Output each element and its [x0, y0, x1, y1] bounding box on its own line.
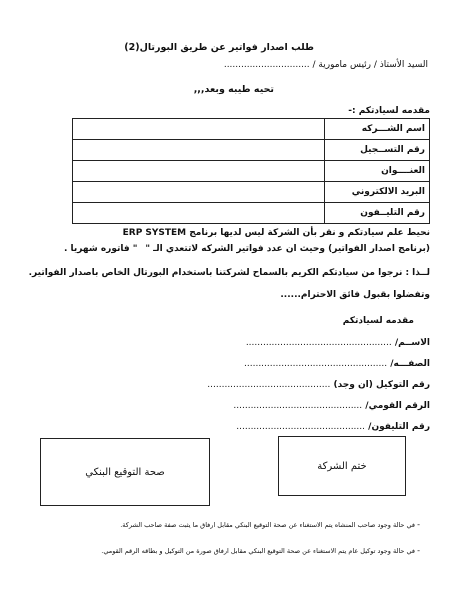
- table-row: [73, 161, 430, 182]
- applicant-field[interactable]: الرقم القومي/ .............................................: [233, 401, 430, 411]
- field-value-cell[interactable]: [73, 140, 325, 161]
- field-value-cell[interactable]: [73, 203, 325, 224]
- applicant-field[interactable]: رقم التوكيل (ان وجد) ...........................................: [207, 380, 430, 390]
- field-label: العنــــوان: [325, 161, 430, 182]
- field-value-cell[interactable]: [73, 119, 325, 140]
- table-row: [73, 203, 430, 224]
- paragraph-invoice-count: (برنامج اصدار الفواتير) وحيث ان عدد فواتير الشركه لاتتعدي الـ ": [145, 244, 430, 254]
- note-text: في حالة وجود توكيل عام يتم الاستغناء عن صحة التوقيع البنكي مقابل ارفاق صورة من التوكيل و بطاقه الرقم القومي.: [101, 547, 416, 555]
- note-item: [101, 546, 420, 555]
- company-stamp-box: [278, 436, 406, 496]
- note-text: في حالة وجود صاحب المنشاه يتم الاستغناء عن صحة التوقيع البنكي مقابل ارفاق ما يثبت صفة صاحب الشركة.: [120, 521, 416, 529]
- paragraph-request: لــذا : نرجوا من سيادتكم الكريم بالسماح لشركتنا باستخدام البورتال الخاص باصدار الفواتير.: [28, 268, 430, 278]
- paragraph-closing: وتفضلوا بقبول فائق الاحترام......: [280, 290, 430, 300]
- field-value-cell[interactable]: [73, 161, 325, 182]
- applicant-intro: مقدمه لسيادتكم: [342, 316, 414, 326]
- field-label: الاســم/: [394, 338, 430, 348]
- company-info-table: [72, 118, 430, 224]
- field-label: رقم التســجيل: [325, 140, 430, 161]
- field-label: البريد الالكتروني: [325, 182, 430, 203]
- table-row: [73, 140, 430, 161]
- table-row: [73, 119, 430, 140]
- field-label: رقم التليفون/: [368, 422, 430, 432]
- greeting: تحيه طيبه وبعد,,,: [193, 84, 274, 95]
- intro-heading: مقدمه لسيادتكم :-: [348, 106, 430, 116]
- field-value-cell[interactable]: [73, 182, 325, 203]
- note-item: [120, 520, 420, 529]
- company-stamp-label: ختم الشركة: [317, 460, 367, 472]
- field-label: رقم التليــفون: [325, 203, 430, 224]
- field-label: الرقم القومي/: [365, 401, 430, 411]
- addressee-line: السيد الأستاذ / رئيس مامورية / ..............................: [223, 60, 428, 70]
- bullet-icon: -: [417, 520, 420, 529]
- bullet-icon: -: [417, 546, 420, 555]
- document-title: طلب اصدار فواتير عن طريق البورتال(2): [124, 42, 314, 53]
- bank-signature-label: صحة التوقيع البنكي: [85, 466, 165, 478]
- applicant-field[interactable]: الاســم/ ...................................................: [245, 338, 430, 348]
- table-row: [73, 182, 430, 203]
- applicant-field[interactable]: الصفـــه/ ..................................................: [244, 359, 430, 369]
- bank-signature-box: [40, 438, 210, 506]
- paragraph-invoice-count-end: " فاتوره شهريا .: [64, 244, 138, 254]
- paragraph-erp: نحيط علم سيادتكم و نقر بأن الشركة ليس لديها برنامج ERP SYSTEM: [122, 228, 430, 238]
- applicant-field[interactable]: رقم التليفون/ .............................................: [236, 422, 430, 432]
- field-label: الصفـــه/: [390, 359, 430, 369]
- field-label: اسم الشـــركه: [325, 119, 430, 140]
- field-label: رقم التوكيل (ان وجد): [333, 380, 430, 390]
